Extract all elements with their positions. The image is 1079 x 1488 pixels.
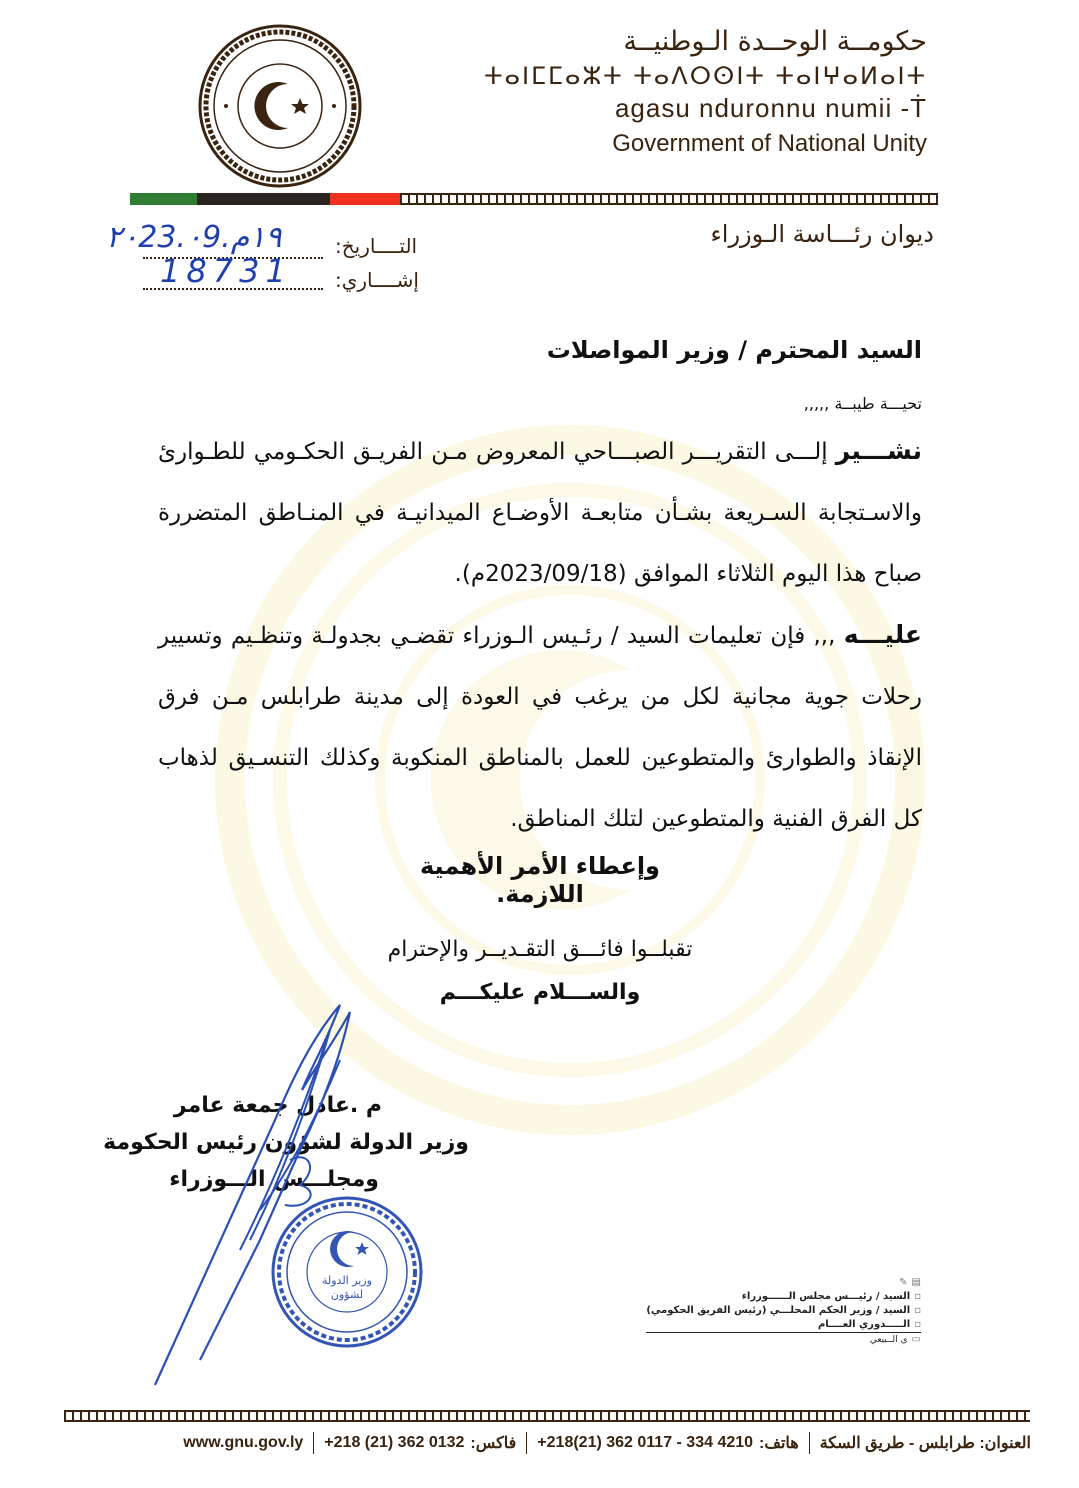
- document-icon: ▫: [914, 1319, 921, 1330]
- footer-separator: [526, 1432, 527, 1454]
- signatory-title-line2: ومجلـــس الـــوزراء: [169, 1167, 379, 1192]
- handwritten-reference-number: 18731: [160, 252, 292, 290]
- government-emblem-logo: [196, 22, 364, 190]
- documents-icon: ▤: [911, 1277, 921, 1288]
- cc-item-text: السيد / وزير الحكم المحلـــي (رئيس الفريق الحكومي): [646, 1305, 911, 1316]
- pen-icon: ✎: [899, 1277, 908, 1288]
- closing-importance-line: وإعطاء الأمر الأهمية اللازمة.: [420, 852, 660, 908]
- footer-separator: [313, 1432, 314, 1454]
- handwritten-signature: [140, 1000, 390, 1390]
- chain-border-top: [400, 193, 938, 205]
- reference-label: إشــــاري:: [335, 268, 419, 292]
- paragraph-2-lead: عليـــه: [843, 620, 922, 649]
- cc-item-text: ي الــبيعي: [869, 1335, 908, 1345]
- footer-phone-value: +218(21) 362 0117 - 334 4210: [537, 1434, 754, 1451]
- date-label: التــــاريخ:: [335, 234, 418, 258]
- cc-item-text: السيد / رئيـــس مجلس الــــــوزراء: [741, 1291, 911, 1302]
- footer-phone-label: هاتف:: [759, 1435, 799, 1452]
- footer-separator: [809, 1432, 810, 1454]
- document-icon: ▫: [914, 1291, 921, 1302]
- footer-contact: [64, 1432, 1031, 1454]
- flag-black-segment: [197, 193, 330, 205]
- paragraph-2: [158, 604, 922, 850]
- handwritten-date: ٢٠23.٠9.١٩م: [106, 220, 282, 255]
- closing-salutation-line: والســـلام عليكـــم: [439, 980, 641, 1005]
- closing-regards-line: تقبلــوا فائـــق التقـديــر والإحترام: [387, 937, 693, 962]
- footer-address: العنوان: طرابلس - طريق السكة: [819, 1435, 1031, 1452]
- signatory-title-line1: وزير الدولة لشؤون رئيس الحكومة: [103, 1130, 469, 1155]
- computer-icon: ▭: [911, 1334, 921, 1345]
- header-arabic-title: حكومــة الوحــدة الـوطنيــة: [623, 26, 927, 57]
- office-name: ديوان رئـــاسة الـوزراء: [710, 220, 934, 248]
- footer-fax-value: +218 (21) 362 0132: [324, 1434, 465, 1451]
- svg-text:وزير الدولة: وزير الدولة: [322, 1274, 372, 1287]
- cc-header-icons: [646, 1276, 921, 1290]
- flag-green-segment: [130, 193, 197, 205]
- flag-red-segment: [330, 193, 400, 205]
- recipient-line: السيد المحترم / وزير المواصلات: [546, 336, 922, 364]
- greeting-line: تحيـــة طيبــة ,,,,,: [803, 394, 922, 413]
- cc-item: [646, 1333, 921, 1347]
- chain-border-bottom: [64, 1410, 1030, 1422]
- paragraph-1-lead: نشـــير: [835, 436, 922, 465]
- paragraph-1-text: إلـــى التقريـــر الصبـــاحي المعروض مـن الفريـق الحكـومي للطـوارئ والاسـتجابة السـريعة بشـأن متابعـة الأوضـاع الميدانيـة في المنـاطق المتضررة صباح هذا اليوم الثلاثاء الموافق (2023/09/18م).: [158, 439, 922, 587]
- carbon-copy-list: [646, 1276, 921, 1347]
- cc-item: [646, 1318, 921, 1333]
- cc-item: [646, 1304, 921, 1318]
- cc-item-text: الـــــدوري العــــام: [817, 1319, 911, 1330]
- footer-website-link[interactable]: www.gnu.gov.ly: [183, 1434, 304, 1451]
- flag-color-bar: [130, 193, 400, 205]
- cc-item: [646, 1290, 921, 1304]
- header-english-title: Government of National Unity: [612, 130, 927, 157]
- footer-fax-label: فاكس:: [470, 1435, 517, 1452]
- svg-text:لشؤون: لشؤون: [330, 1288, 364, 1301]
- signatory-name: م .عادل جمعة عامر: [173, 1093, 382, 1118]
- paragraph-1: [158, 420, 922, 605]
- paragraph-2-text: ,,, فإن تعليمات السيد / رئـيس الـوزراء تقضـي بجدولـة وتنظـيم وتسيير رحلات جوية مجانية لكل من يرغب في العودة إلى مدينة طرابلس مـن فرق الإنقاذ والطوارئ والمتطوعين للعمل بالمناطق المنكوبة وكذلك التنسـيق لذهاب كل الفرق الفنية والمتطوعين لتلك المناطق.: [158, 623, 922, 832]
- header-tifinagh-title: ⵜⴰⵏⵎⵎⴰⵣⵜ ⵜⴰⴷⵔⵙⵏⵜ ⵜⴰⵏⵖⴰⵍⴰⵏⵜ: [484, 62, 927, 90]
- header-latin-title: agasu nduronnu numii -Ṫ: [614, 93, 927, 123]
- document-icon: ▫: [914, 1305, 921, 1316]
